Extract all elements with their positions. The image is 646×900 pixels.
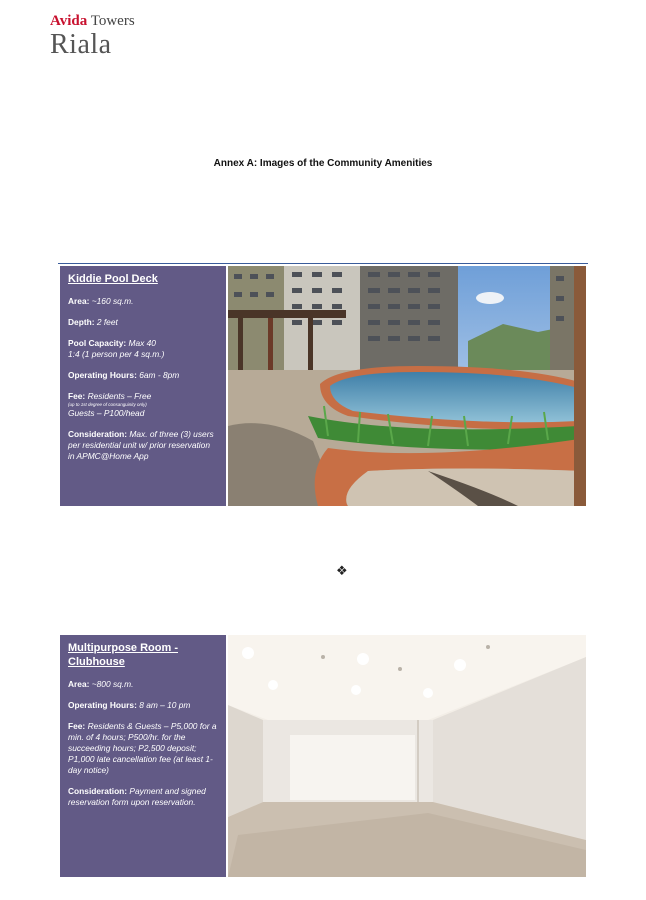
mpr-photo — [228, 635, 586, 877]
pool-capacity: Pool Capacity: Max 40 1:4 (1 person per 4 sq.m.) — [68, 338, 165, 359]
pool-photo — [228, 266, 586, 506]
mpr-fee: Fee: Residents & Guests – P5,000 for a min. of 4 hours; P500/hr. for the succeeding hours; P2,500 deposit; P1,000 late cancellation fee (at least 1-day notice) — [68, 721, 217, 775]
pool-info-panel — [60, 266, 226, 506]
logo — [50, 12, 135, 60]
mpr-hours: Operating Hours: 8 am – 10 pm — [68, 700, 191, 710]
section-divider — [58, 263, 588, 264]
mpr-info-panel — [60, 635, 226, 877]
pool-fee: Fee: Residents – Free (up to 1st degree of consanguinity only) Guests – P100/head — [68, 391, 152, 418]
logo-brand: Avida — [50, 13, 88, 29]
pool-photo-illustration — [228, 266, 586, 506]
logo-towers: Towers — [90, 13, 135, 29]
mpr-area: Area: ~800 sq.m. — [68, 679, 134, 689]
pool-title: Kiddie Pool Deck — [68, 273, 158, 285]
mpr-photo-illustration — [228, 635, 586, 877]
pool-area: Area: ~160 sq.m. — [68, 296, 134, 306]
pool-consideration: Consideration: Max. of three (3) users per residential unit w/ prior reservation in APMC@Home App — [68, 429, 214, 461]
mpr-consideration: Consideration: Payment and signed reservation form upon reservation. — [68, 786, 206, 807]
mpr-title: Multipurpose Room - Clubhouse — [68, 642, 178, 668]
pool-hours: Operating Hours: 6am - 8pm — [68, 370, 180, 380]
annex-title: Annex A: Images of the Community Amenities — [213, 158, 433, 169]
logo-riala: Riala — [50, 29, 112, 60]
pool-depth: Depth: 2 feet — [68, 317, 118, 327]
section-ornament: ❖ — [336, 563, 348, 578]
